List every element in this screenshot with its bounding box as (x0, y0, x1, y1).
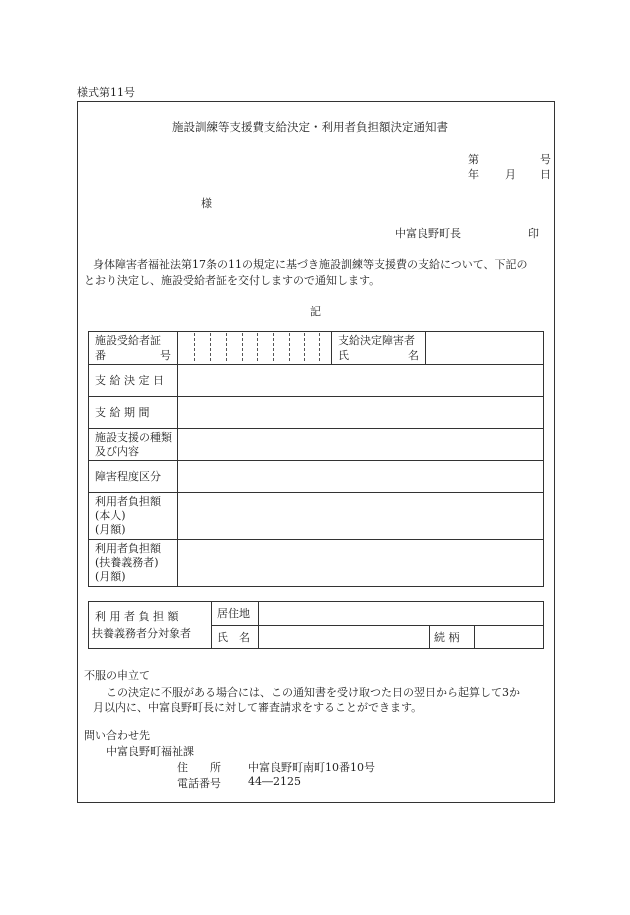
burden-supporter-label-2: (扶養義務者) (95, 556, 159, 569)
cert-number-label-go: 号 (160, 349, 171, 362)
ki-heading: 記 (310, 305, 321, 318)
appeal-line-1: この決定に不服がある場合には、この通知書を受け取つた日の翌日から起算して3か (106, 686, 520, 699)
burden-self-label-1: 利用者負担額 (95, 495, 161, 508)
disability-level-label: 障害程度区分 (95, 470, 161, 483)
phone-value: 44―2125 (248, 775, 301, 788)
name-label: 氏 名 (217, 631, 250, 644)
issuer-name: 中富良野町長 (395, 227, 461, 240)
relation-label: 続 柄 (434, 631, 460, 644)
contact-department: 中富良野町福祉課 (106, 745, 194, 758)
burden-supporter-label-1: 利用者負担額 (95, 542, 161, 555)
date-hi: 日 (540, 168, 551, 181)
burden-self-label-3: (月額) (95, 523, 126, 536)
supporter-left-label-2: 扶養義務者分対象者 (92, 627, 191, 640)
issuer-seal: 印 (528, 227, 539, 240)
body-text-line-2: とおり決定し、施設受給者証を交付しますので通知します。 (84, 274, 381, 287)
support-type-label-2: 及び内容 (95, 445, 139, 458)
number-dai: 第 (468, 153, 479, 166)
supporter-left-label-1: 利 用 者 負 担 額 (95, 610, 179, 623)
payment-period-label: 支 給 期 間 (95, 406, 150, 419)
support-type-label-1: 施設支援の種類 (95, 431, 172, 444)
address-value: 中富良野町南町10番10号 (248, 761, 375, 774)
decision-date-label: 支 給 決 定 日 (95, 374, 164, 387)
number-go: 号 (540, 153, 551, 166)
appeal-heading: 不服の申立て (84, 669, 150, 682)
address-label: 住 所 (177, 761, 221, 774)
appeal-line-2: 月以内に、中富良野町長に対して審査請求をすることができます。 (93, 701, 423, 714)
residence-label: 居住地 (217, 607, 250, 620)
form-number: 様式第11号 (77, 86, 135, 99)
addressee-sama: 様 (201, 197, 212, 210)
document-title: 施設訓練等支援費支給決定・利用者負担額決定通知書 (172, 120, 448, 134)
body-text-line-1: 身体障害者福祉法第17条の11の規定に基づき施設訓練等支援費の支給について、下記の (93, 258, 528, 271)
burden-supporter-label-3: (月額) (95, 570, 126, 583)
disabled-person-label-1: 支給決定障害者 (338, 334, 415, 347)
disabled-person-label-shi: 氏 (338, 349, 349, 362)
cert-number-label-1: 施設受給者証 (95, 334, 161, 347)
contact-heading: 問い合わせ先 (84, 729, 150, 742)
disabled-person-label-mei: 名 (408, 349, 419, 362)
date-nen: 年 (468, 168, 479, 181)
date-tsuki: 月 (505, 168, 516, 181)
phone-label: 電話番号 (177, 777, 221, 790)
burden-self-label-2: (本人) (95, 509, 126, 522)
cert-number-label-ban: 番 (95, 349, 106, 362)
